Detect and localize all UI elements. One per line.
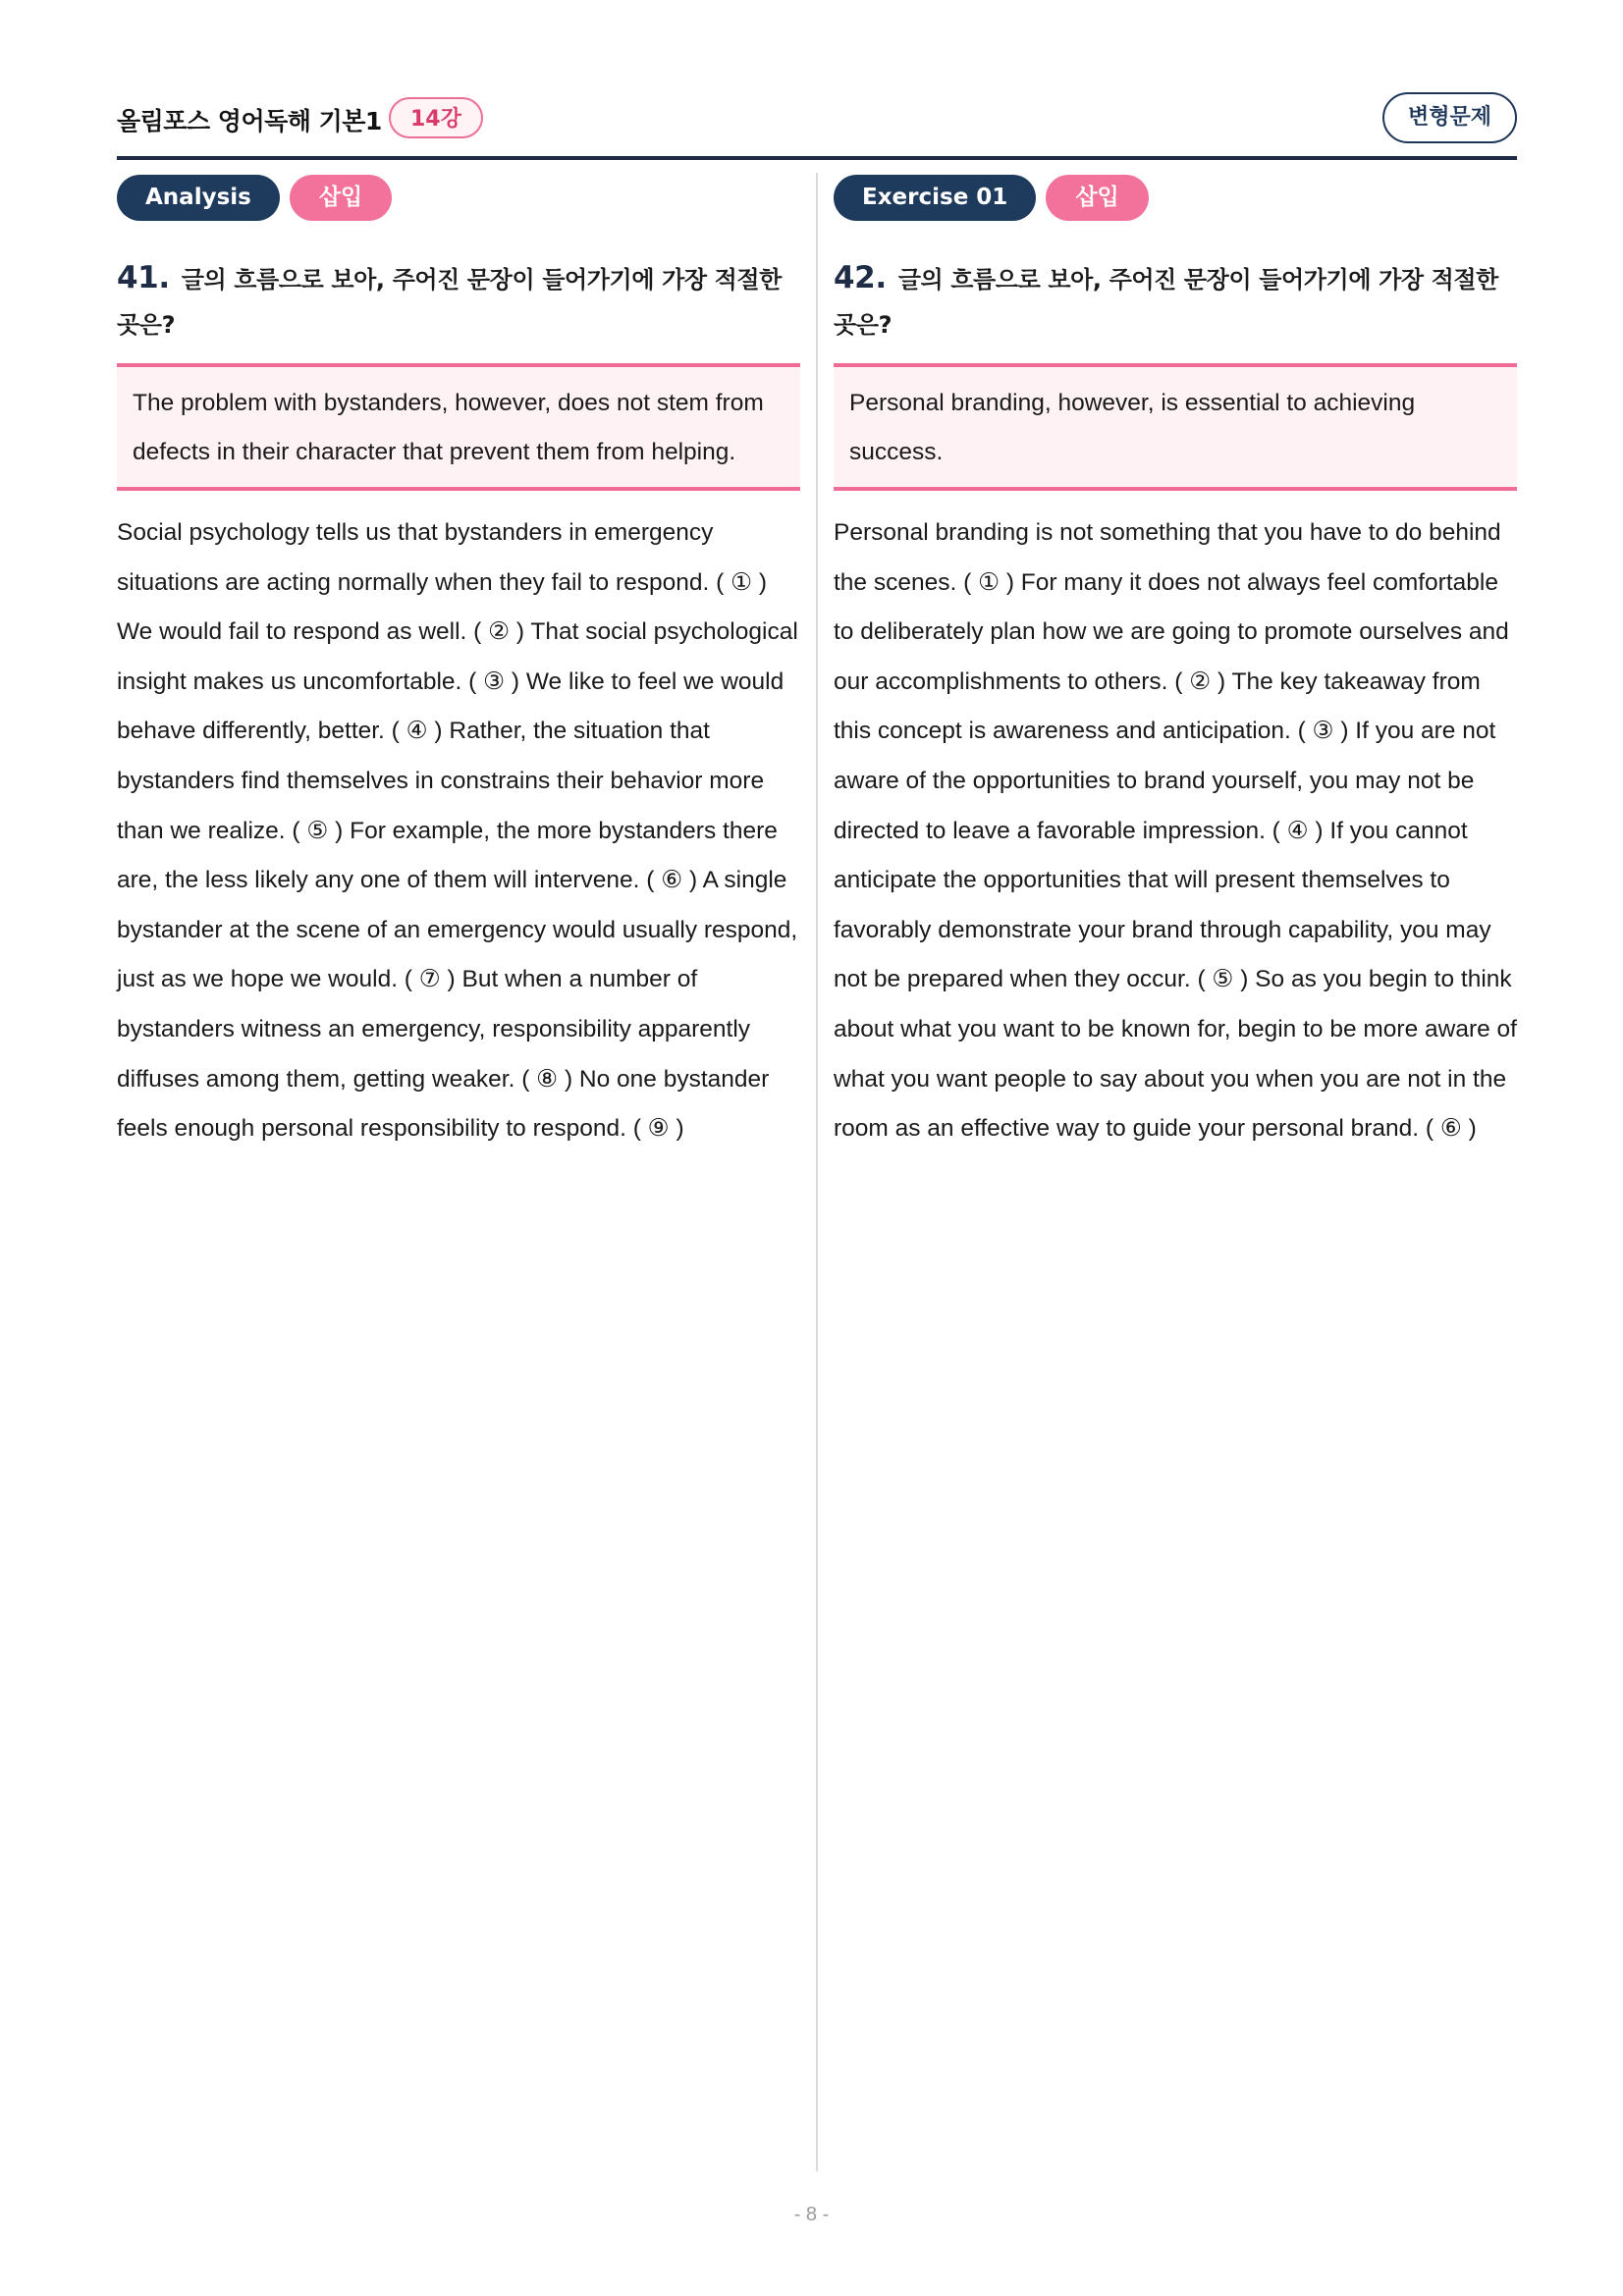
variant-badge: 변형문제	[1382, 92, 1517, 143]
analysis-tag: Analysis	[117, 175, 280, 221]
insertion-tag: 삽입	[1046, 175, 1148, 221]
right-tag-row	[834, 175, 1517, 222]
question-number: 42.	[834, 260, 887, 295]
column-divider	[816, 173, 818, 2171]
given-sentence-box: Personal branding, however, is essential to achieving success.	[834, 363, 1517, 491]
question-prompt: 글의 흐름으로 보아, 주어진 문장이 들어가기에 가장 적절한 곳은?	[117, 266, 782, 339]
question-prompt: 글의 흐름으로 보아, 주어진 문장이 들어가기에 가장 적절한 곳은?	[834, 266, 1498, 339]
left-tag-row	[117, 175, 800, 222]
page-header	[117, 90, 1517, 161]
lesson-badge: 14강	[389, 97, 483, 138]
passage-text: Personal branding is not something that you have to do behind the scenes. ( ① ) For many it does not always feel comfortable to deliberately plan how we are going to promote ourselves and our accomplishments to others. ( ② ) The key takeaway from this concept is awareness and anticipation. ( ③ ) If you are not aware of the opportunities to brand yourself, you may not be directed to leave a favorable impression. ( ④ ) If you cannot anticipate the opportunities that will present themselves to favorably demonstrate your brand through capability, you may not be prepared when they occur. ( ⑤ ) So as you begin to think about what you want to be known for, begin to be more aware of what you want people to say about you when you are not in the room as an effective way to guide your personal brand. ( ⑥ )	[834, 519, 1517, 1143]
insertion-tag: 삽입	[290, 175, 392, 221]
right-column	[834, 175, 1517, 1154]
question-42	[834, 255, 1517, 347]
passage-text: Social psychology tells us that bystanders in emergency situations are acting normally when they fail to respond. ( ① ) We would fail to respond as well. ( ② ) That social psychological insight makes us uncomfortable. ( ③ ) We like to feel we would behave differently, better. ( ④ ) Rather, the situation that bystanders find themselves in constrains their behavior more than we realize. ( ⑤ ) For example, the more bystanders there are, the less likely any one of them will intervene. ( ⑥ ) A single bystander at the scene of an emergency would usually respond, just as we hope we would. ( ⑦ ) But when a number of bystanders witness an emergency, responsibility apparently diffuses among them, getting weaker. ( ⑧ ) No one bystander feels enough personal responsibility to respond. ( ⑨ )	[117, 519, 798, 1143]
header-divider	[117, 156, 1517, 160]
question-number: 41.	[117, 260, 170, 295]
exercise-tag: Exercise 01	[834, 175, 1036, 221]
page-number: - 8 -	[793, 2204, 830, 2225]
book-title: 올림포스 영어독해 기본1	[117, 107, 382, 135]
left-column	[117, 175, 800, 1154]
question-41	[117, 255, 800, 347]
given-sentence-box: The problem with bystanders, however, does not stem from defects in their character that prevent them from helping.	[117, 363, 800, 491]
